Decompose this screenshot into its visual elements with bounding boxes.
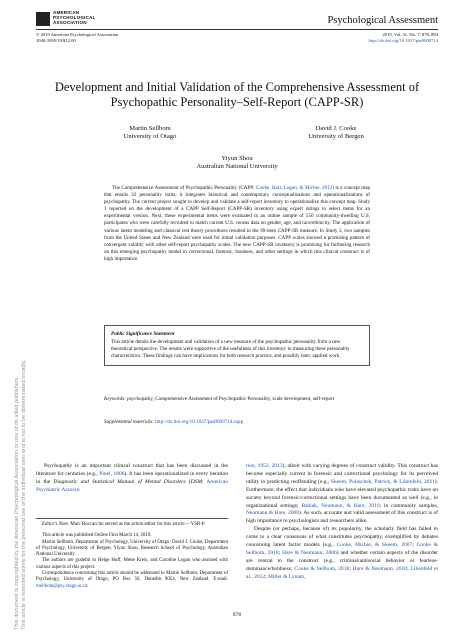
body-text: ;: [349, 565, 353, 572]
abstract: [104, 185, 370, 263]
issn: 1040-3590/19/$12.00: [36, 38, 76, 43]
citation-link[interactable]: tion, 1952, 2013: [246, 463, 283, 469]
citation-link[interactable]: Babiak, Neumann, & Hare, 2010: [301, 502, 380, 509]
publisher-logo-text: [53, 10, 96, 25]
keywords-text: psychopathy, Comprehensive Assessment of Psychopathic Personality, scale development, self-report: [125, 396, 335, 402]
citation: 2019, Vol. 31, No. 7, 878–894: [382, 32, 438, 37]
body-text: Despite (or perhaps, because of) its popularity, the scholarly field has failed to come to a clear consensus of what constitutes psychopathy, exemplified by debates concerning latent factor models (e.g.,: [246, 526, 438, 549]
editor-note-label: Editor's Note.: [42, 522, 70, 527]
author-name: Yiyun Shou: [221, 155, 253, 162]
body-paragraph: [246, 526, 438, 581]
citation-link[interactable]: Hare & Neumann, 2010: [352, 565, 408, 572]
citation-link[interactable]: Pinel, 1806: [99, 470, 125, 477]
editor-note-text: Marc Boccaccini served as the action editor for this article.—YSB-P: [69, 522, 205, 527]
page-number: 878: [232, 612, 242, 618]
citation-link[interactable]: Miller & Lynam,: [268, 573, 306, 580]
body-text: ). Furthermore, the effect that individuals who have elevated psychopathic traits have on society beyond forensic/correctional settings have been documented as well (e.g., in organizational settings;: [246, 478, 438, 509]
significance-text: This article details the development and validation of a new measure of the psychopathic personality from a new theoretical perspective. The results were supportive of the usefulness of this inventory in measuring these personality characteristics. These findings can have implications for both research practice, and possibly later, applied work.: [111, 339, 350, 360]
abstract-text: The Comprehensive Assessment of Psychopathic Personality (CAPP;: [112, 185, 256, 191]
citation-link[interactable]: Lilienfeld et al., 2012: [246, 565, 438, 580]
logo-line: ASSOCIATION: [53, 20, 87, 25]
body-text: ). As such, accurate and valid assessment of this construct is of high importance to psychologists and researchers alike.: [246, 510, 438, 525]
article-title: [30, 80, 444, 110]
body-paragraph: [36, 463, 228, 495]
apa-logo-icon: [36, 12, 50, 26]
author-affiliation: Australian National University: [196, 163, 278, 170]
citation-link[interactable]: Skeem, Polaschek, Patrick, & Lilienfeld, 2011: [331, 478, 435, 485]
author-name: Martin Sellbom: [129, 125, 171, 132]
footnotes: [36, 522, 228, 590]
copyright-block: [36, 32, 118, 44]
body-text: ;: [265, 573, 269, 580]
editor-note: [36, 522, 228, 528]
citation-link[interactable]: American Psychiatric Associa-: [36, 478, 228, 493]
author-3: [187, 155, 287, 171]
footnote: Martin Sellbom, Department of Psychology, University of Otago; David J. Cooke, Department of Psychology, University of Bergen; Yiyun Shou, Research School of Psychology, Australian National University.: [36, 539, 228, 558]
copyright: © 2019 American Psychological Association: [36, 32, 119, 37]
footnote-text: Correspondence concerning this article should be addressed to Martin Sellbom, Department of Psychology, University of Otago, PO Box 56, Dunedin 9054, New Zealand. E-mail:: [36, 571, 228, 583]
body-text: ;: [278, 549, 283, 556]
body-text: (: [185, 478, 191, 485]
body-italic: Diagnostic and Statistical Manual of Mental Disorders: [53, 478, 186, 485]
citation-link[interactable]: Neumann & Hare, 2008: [246, 510, 300, 517]
footnote: [36, 571, 228, 590]
side-notice-line: This article is intended solely for the personal use of the individual user and is not to be disseminated broadly.: [21, 359, 27, 630]
footnote-rule: [36, 518, 228, 519]
supplemental-materials: [104, 419, 370, 426]
email-link[interactable]: mellbom@psy.otago.ac.nz: [36, 583, 88, 589]
author-name: David J. Cooke: [315, 125, 357, 132]
footnote: This article was published Online First March 14, 2019.: [42, 533, 152, 539]
author-2: [296, 125, 376, 141]
logo-line: PSYCHOLOGICAL: [53, 15, 96, 20]
body-column-left: [36, 463, 228, 495]
citation-link[interactable]: Hare & Neumann, 2006: [282, 549, 337, 556]
significance-heading: Public Significance Statement: [111, 331, 175, 337]
body-italic: DSM: [190, 478, 202, 485]
citation-link[interactable]: Cooke & Sellbom, 2018: [294, 565, 350, 572]
body-text: Psychopathy is an important clinical construct that has been discussed in the literature for centuries (e.g.,: [36, 463, 228, 477]
logo-line: AMERICAN: [53, 10, 80, 15]
keywords: [104, 396, 370, 403]
side-notice-line: This document is copyrighted by the American Psychological Association or one of its allied publishers.: [14, 375, 20, 630]
public-significance-box: [104, 325, 370, 366]
body-paragraph: [246, 463, 438, 526]
author-1: [115, 125, 185, 141]
body-text: ), albeit with varying degrees of construct validity. This construct has become especially current in forensic and correctional psychology for its perceived utility in predicting reoffending (e.g.,: [246, 463, 438, 485]
body-column-right: [246, 463, 438, 582]
side-notice-text: [14, 359, 28, 630]
citation-link[interactable]: Cooke, Hart, Logan, & Michie, 2012: [255, 185, 333, 191]
keywords-label: Keywords:: [104, 396, 126, 402]
citation-link[interactable]: Cooke & Sellbom, 2018: [246, 542, 439, 556]
body-text: ). It has been operationalized in every iteration in the: [36, 470, 228, 485]
journal-name: Psychological Assessment: [327, 15, 438, 26]
supplemental-link[interactable]: http://dx.doi.org/10.1037/pas0000714.supp: [155, 419, 244, 425]
citation-link[interactable]: Cooke, Michie, & Skeem, 2007: [336, 542, 413, 549]
body-text: ;: [407, 565, 411, 572]
header-rule: [36, 29, 438, 30]
title-line: Development and Initial Validation of the Comprehensive Assessment of: [54, 80, 420, 94]
author-affiliation: University of Otago: [123, 133, 177, 140]
author-affiliation: University of Bergen: [308, 133, 364, 140]
abstract-text: ) is a concept map that entails 33 personality traits; it integrates historical and contemporary conceptualizations and operationalizations of psychopathy. The current project sought to develop and validate a self-report inventory to operationalize this concept map. Study 1 reported on the development of a CAPP Self-Report (CAPP-SR) inventory using expert ratings to select items for an experimental version. Next, these experimental items were evaluated in an online sample of 550 community-dwelling U.S. participants who were carefully recruited to match current U.S. census data on gender, age, and race/ethnicity. The application of various latent modeling and classical test theory procedures resulted in the 99-item CAPP-SR measure. In Study 2, two samples from the United States and New Zealand were used for initial validation purposes. CAPP scales showed a promising pattern of convergent validity with other self-report psychopathy scales. The new CAPP-SR inventory is promising for furthering research on this emerging psychopathy model in correctional, forensic, business, and other settings in which this clinical construct is of high importance.: [104, 185, 370, 262]
side-copyright-notice: [0, 190, 28, 630]
body-text: ;: [412, 542, 417, 549]
title-line: Psychopathic Personality–Self-Report (CAPP-SR): [110, 95, 364, 109]
body-text: ;: [201, 478, 207, 485]
doi-link[interactable]: http://dx.doi.org/10.1037/pas0000714: [368, 38, 438, 43]
body-text: ; in community samples,: [379, 502, 438, 509]
citation-block: [369, 32, 438, 44]
footnote: The authors are grateful to Helge Hoff, Mette Kreis, and Caroline Logan who assisted with various aspects of this project.: [36, 558, 228, 570]
body-text: ) and whether certain aspects of the disorder are central to the construct (e.g., criminal/antisocial behavior or fearless-dominance/boldness;: [246, 549, 438, 572]
supplemental-label: Supplemental materials:: [104, 419, 154, 425]
